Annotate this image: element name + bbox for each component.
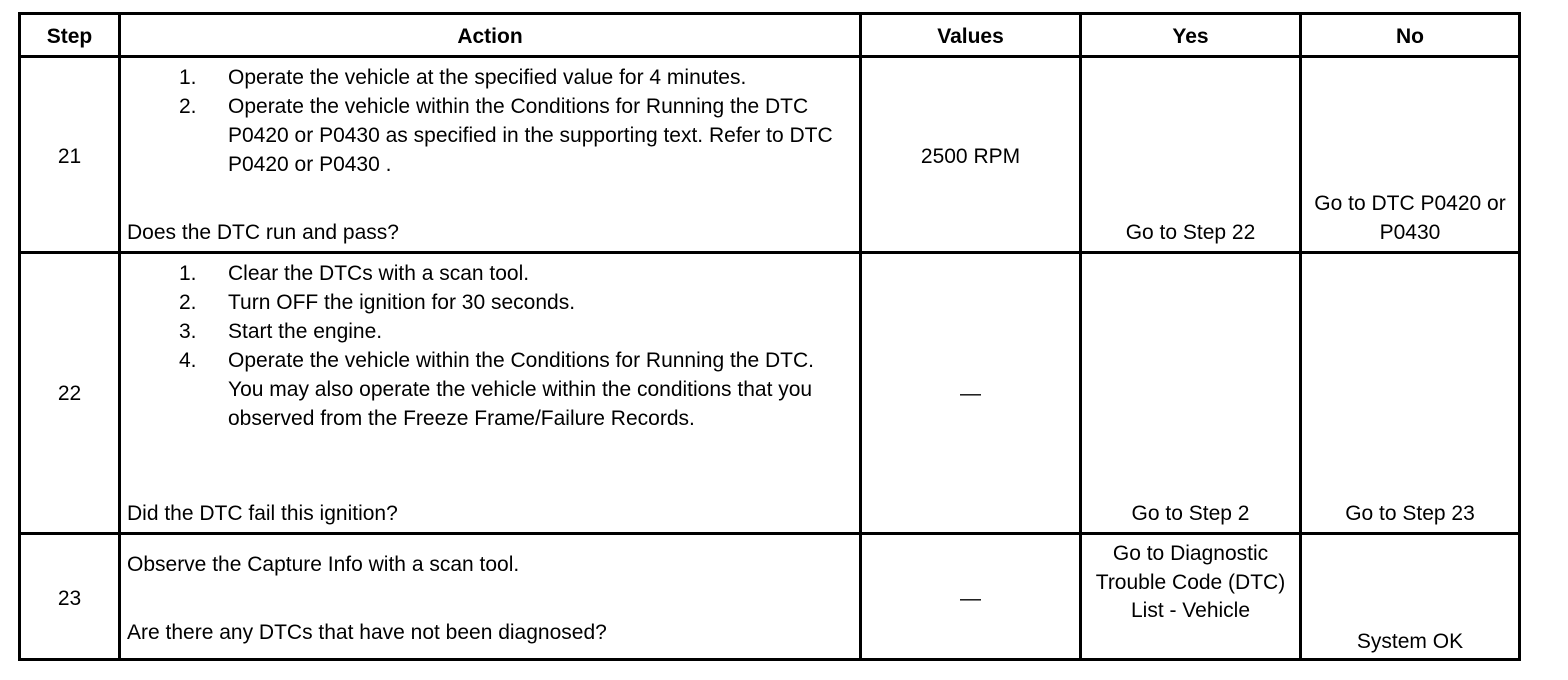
- yes-cell: Go to Step 22: [1125, 221, 1256, 244]
- row-divider-21-22: [21, 251, 1518, 254]
- no-cell: System OK: [1356, 630, 1464, 653]
- action-steps: [127, 259, 837, 433]
- step-item-text: Operate the vehicle within the Conditions for Running the DTC. You may also operate the vehicle within the conditions that you observed from the Freeze Frame/Failure Records.: [228, 349, 814, 430]
- action-intro: Observe the Capture Info with a scan tool.: [127, 553, 520, 576]
- yes-cell: Go to Step 2: [1131, 502, 1250, 525]
- action-step: [127, 288, 837, 317]
- row-divider-22-23: [21, 532, 1518, 535]
- action-question: Does the DTC run and pass?: [127, 221, 399, 244]
- header-divider: [21, 55, 1518, 58]
- action-question: Did the DTC fail this ignition?: [127, 502, 398, 525]
- action-step: [127, 92, 849, 179]
- step-number: 21: [57, 145, 82, 168]
- step-number: 22: [57, 382, 82, 405]
- step-item-text: Operate the vehicle within the Conditions for Running the DTC P0420 or P0430 as specified in the supporting text. Refer to DTC P0420 or P0430 .: [228, 95, 833, 176]
- col-divider-action: [859, 15, 862, 658]
- step-number: 23: [57, 587, 82, 610]
- diagnostic-table: [18, 12, 1521, 661]
- action-steps: [127, 63, 849, 179]
- step-item-text: Operate the vehicle at the specified value for 4 minutes.: [228, 66, 747, 89]
- step-item-number: 2.: [179, 95, 197, 118]
- action-step: [127, 346, 837, 433]
- step-item-number: 1.: [179, 66, 197, 89]
- value-cell: —: [960, 382, 981, 405]
- step-item-text: Start the engine.: [228, 320, 383, 343]
- action-step: [127, 63, 849, 92]
- header-values: Values: [937, 25, 1004, 48]
- header-action: Action: [457, 25, 523, 48]
- value-cell: 2500 RPM: [920, 145, 1021, 168]
- col-divider-yes: [1299, 15, 1302, 658]
- step-item-text: Turn OFF the ignition for 30 seconds.: [228, 291, 576, 314]
- col-divider-values: [1079, 15, 1082, 658]
- step-item-number: 1.: [179, 262, 197, 285]
- yes-cell: Go to Diagnostic Trouble Code (DTC) List - Vehicle: [1095, 542, 1286, 622]
- action-cell: [121, 259, 859, 433]
- action-step: [127, 259, 837, 288]
- header-no: No: [1396, 25, 1424, 48]
- header-step: Step: [46, 25, 93, 48]
- step-item-number: 3.: [179, 320, 197, 343]
- value-cell: —: [960, 587, 981, 610]
- step-item-number: 4.: [179, 349, 197, 372]
- no-cell: Go to DTC P0420 or P0430: [1314, 192, 1506, 244]
- step-item-number: 2.: [179, 291, 197, 314]
- header-yes: Yes: [1172, 25, 1209, 48]
- action-question: Are there any DTCs that have not been diagnosed?: [127, 621, 607, 644]
- step-item-text: Clear the DTCs with a scan tool.: [228, 262, 530, 285]
- no-cell: Go to Step 23: [1345, 502, 1475, 525]
- action-step: [127, 317, 837, 346]
- action-cell: [121, 63, 859, 179]
